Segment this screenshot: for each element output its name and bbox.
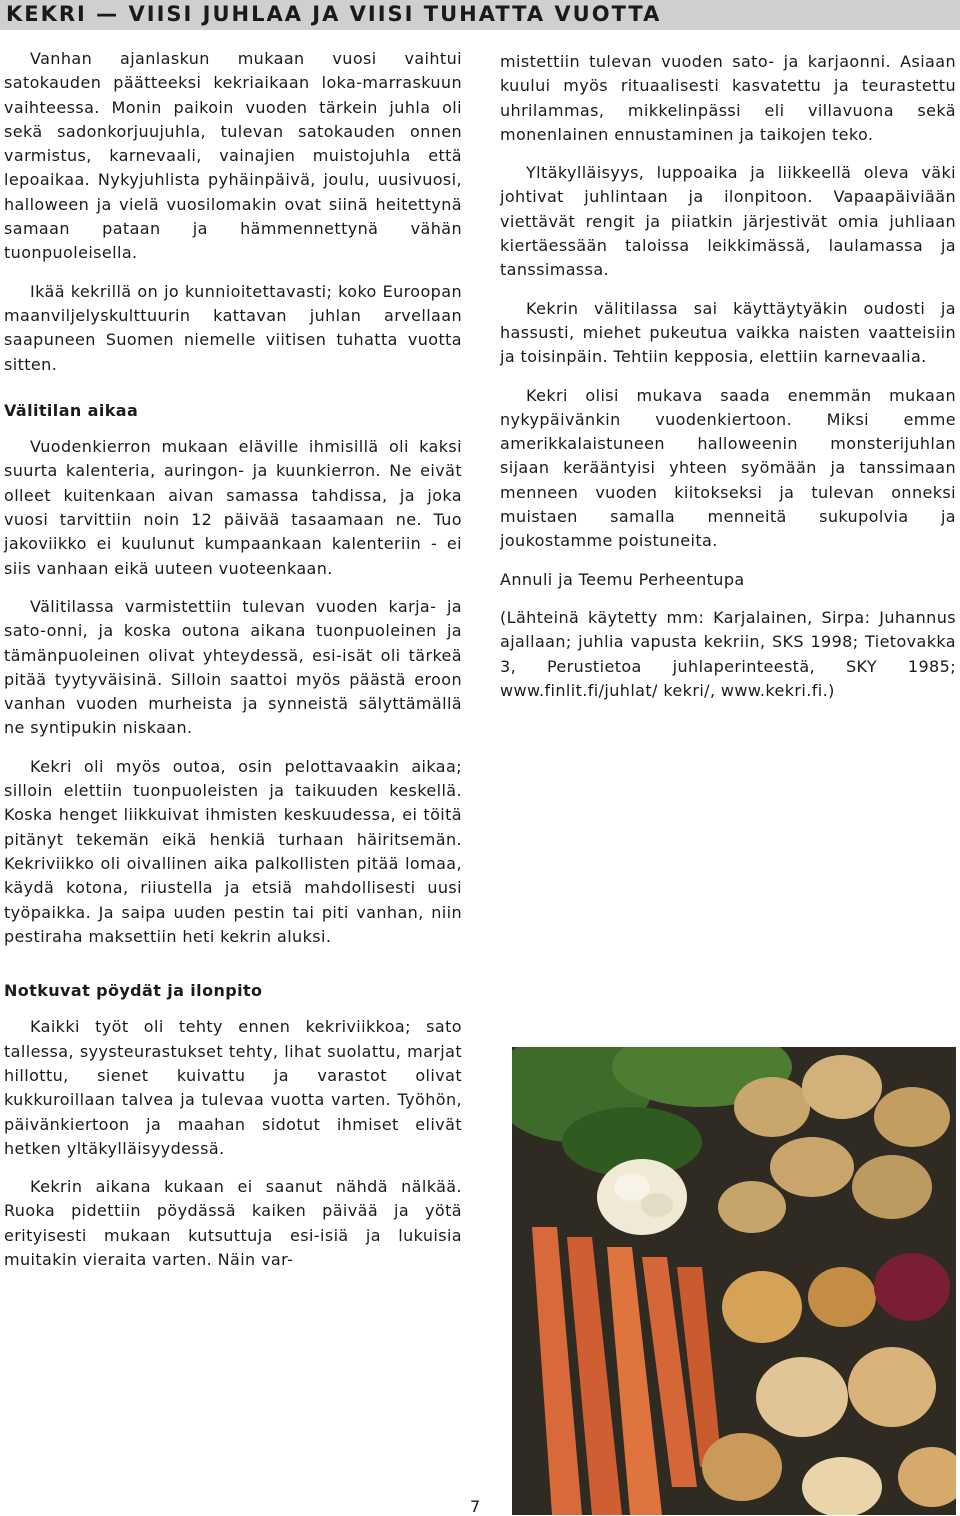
intro-paragraph: Ikää kekrillä on jo kunnioitettavasti; koko Euroopan maanviljelyskulttuurin kattavan juhlan arvellaan saapuneen Suomen niemelle viitisen tuhatta vuotta sitten. [4,281,462,374]
author-signature: Annuli ja Teemu Perheentupa [500,569,745,589]
sources-note: (Lähteinä käytetty mm: Karjalainen, Sirpa: Juhannus ajallaan; juhlia vapusta kekriin, SKS 1998; Tietovakka 3, Perustietoa juhlaperinteestä, SKY 1985; www.finlit.fi/juhlat/ kekri/, www.kekri.fi.) [500,607,956,700]
body-paragraph: Kekri oli myös outoa, osin pelottavaakin aikaa; silloin elettiin tuonpuoleisten ja taikuuden keskellä. Koska henget liikkuivat ihmisten keskuudessa, ei töitä pitänyt tekemän eikä henkiä turhaan häiritsemän. Kekriviikko oli oivallinen aika palkollisten pitää lomaa, käydä kotona, riiustella ja etsiä mahdollisesti uusi työpaikka. Ja saipa uuden pestin tai piti vanhan, niin pestiraha maksettiin heti kekrin aluksi. [4,756,462,946]
page-title: KEKRI — VIISI JUHLAA JA VIISI TUHATTA VUOTTA [0,0,960,30]
body-paragraph: Yltäkylläisyys, luppoaika ja liikkeellä oleva väki johtivat juhlintaan ja ilonpitoon. Vapaapäiviään viettävät rengit ja piiatkin järjestivät omia juhliaan kiertäessään taloissa leikkimässä, laulamassa ja tanssimassa. [500,163,956,280]
section-heading: Notkuvat pöydät ja ilonpito [4,981,263,1001]
harvest-vegetables-photo [512,1047,956,1515]
body-paragraph: mistettiin tulevan vuoden sato- ja karjaonni. Asiaan kuului myös rituaalisesti kasvatettu ja teurastettu uhrilammas, mikkelinpässi eli villavuona sekä monenlainen ennustaminen ja taikojen teko. [500,52,956,144]
left-column [4,47,462,1286]
right-column [500,50,956,717]
section-heading: Välitilan aikaa [4,400,139,420]
body-paragraph: Vuodenkierron mukaan eläville ihmisillä oli kaksi suurta kalenteria, auringon- ja kuunkierron. Ne eivät olleet kuitenkaan aivan samassa tahdissa, ja joka vuosi tarvittiin noin 12 päivää tasaamaan ne. Tuo jakoviikko ei kuulunut kumpaankaan kalenteriin - ei siis vanhaan eikä uuteen vuoteenkaan. [4,437,462,578]
body-paragraph: Kaikki työt oli tehty ennen kekriviikkoa; sato tallessa, syysteurastukset tehty, lihat suolattu, marjat hillottu, sienet kuivattu ja varastot olivat kukkuroillaan talvea ja tulevaa vuotta varten. Työhön, päivänkiertoon ja maahan sidotut ihmiset elivät hetken yltäkylläisyydessä. [4,1017,462,1158]
body-paragraph: Kekrin välitilassa sai käyttäytyäkin oudosti ja hassusti, miehet pukeutua vaikka naisten vaatteisiin ja toisinpäin. Tehtiin kepposia, elettiin karnevaalia. [500,298,956,367]
page-number: 7 [470,1497,481,1516]
body-paragraph: Välitilassa varmistettiin tulevan vuoden karja- ja sato-onni, ja koska outona aikana tuonpuoleinen ja tämänpuoleinen olivat yhteydessä, esi-isät oli tärkeä pitää tyytyväisinä. Silloin saattoi myös päästä eroon vanhan vuoden murheista ja synneistä sälyttämällä ne syntipukin niskaan. [4,596,462,738]
body-paragraph: Kekrin aikana kukaan ei saanut nähdä nälkää. Ruoka pidettiin pöydässä kaiken päivää ja yötä erityisesti mukaan kutsuttuja esi-isiä ja lukuisia muitakin vieraita varten. Näin var- [4,1177,462,1270]
body-paragraph: Kekri olisi mukava saada enemmän mukaan nykypäivänkin vuodenkiertoon. Miksi emme amerikkalaistuneen halloweenin monsterijuhlan sijaan kerääntyisi yhteen syömään ja tanssimaan menneen vuoden kiitokseksi ja tulevan onneksi muistaen samalla menneitä sukupolvia ja joukostamme poistuneita. [500,385,956,551]
intro-paragraph: Vanhan ajanlaskun mukaan vuosi vaihtui satokauden päätteeksi kekriaikaan loka-marraskuun vaihteessa. Monin paikoin vuoden tärkein juhla oli sekä sadonkorjuujuhla, tulevan satokauden onnen varmistus, karnevaali, vainajien muistojuhla että lepoaikaa. Nykyjuhlista pyhäinpäivä, joulu, uusivuosi, halloween ja vielä vuosilomakin ovat siinä heitettynä samaan pataan ja hämmennettynä vähän tuonpuoleisella. [4,49,462,263]
